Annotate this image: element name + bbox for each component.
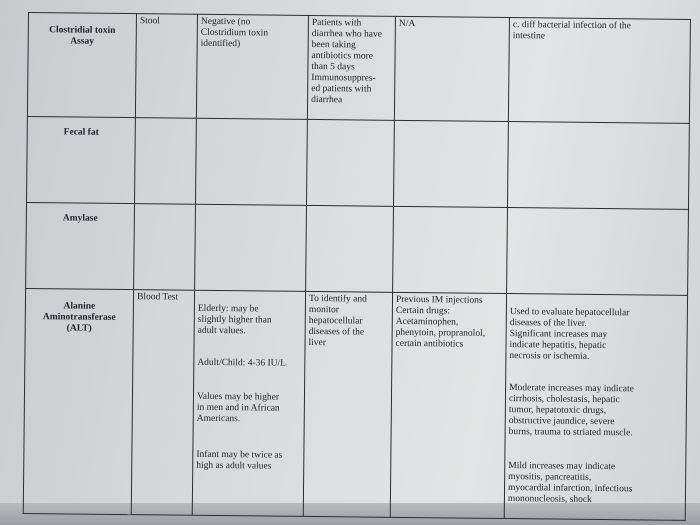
- lab-test-table: [23, 12, 691, 521]
- normal-value-elderly: Elderly: may be slightly higher than adult values.: [197, 303, 272, 337]
- interfering-factors-cell: [393, 120, 508, 207]
- significance-cell: [504, 294, 687, 521]
- table-row-alt: [23, 288, 687, 520]
- table-row-amylase: [26, 202, 689, 295]
- normal-value-men-african-americans: Values may be higher in men and in African Americans.: [196, 391, 280, 425]
- interfering-factors-cell: Previous IM injections Certain drugs: Acetaminophen, phenytoin, propranolol, certain antibiotics: [390, 292, 506, 518]
- indications-cell: Patients with diarrhea who have been taking antibiotics more than 5 days Immunosuppres- ed patients with diarrhea: [307, 15, 395, 120]
- normal-values-cell: [195, 118, 307, 205]
- significance-cell: [507, 122, 689, 210]
- interfering-factors-cell: [393, 206, 508, 293]
- specimen-cell: Stool: [135, 14, 197, 119]
- normal-value-infant: Infant may be twice as high as adult values: [196, 449, 283, 472]
- significance-cell: [507, 208, 689, 296]
- test-name-cell: Fecal fat: [27, 116, 136, 203]
- table-row-fecal-fat: [27, 116, 690, 209]
- significance-cell: c. diff bacterial infection of the intestine: [508, 18, 690, 124]
- test-name-cell: Amylase: [26, 202, 135, 289]
- specimen-cell: [134, 204, 196, 291]
- indications-cell: To identify and monitor hepatocellular diseases of the liver: [303, 291, 392, 517]
- interfering-factors-cell: N/A: [394, 16, 509, 121]
- test-name-cell: Alanine Aminotransferase (ALT): [23, 288, 133, 514]
- normal-values-cell: [192, 290, 305, 516]
- normal-values-cell: Negative (no Clostridium toxin identified): [196, 14, 308, 119]
- indications-cell: [306, 119, 394, 206]
- specimen-cell: Blood Test: [131, 290, 194, 516]
- indications-cell: [306, 205, 394, 292]
- normal-values-cell: [195, 204, 307, 291]
- specimen-cell: [134, 118, 196, 205]
- normal-value-adult-child: Adult/Child: 4-36 IU/L: [197, 357, 287, 369]
- significance-significant: Used to evaluate hepatocellular diseases of the liver. Significant increases may indicate hepatitis, hepatic necrosis or ischemia.: [509, 307, 630, 362]
- significance-moderate: Moderate increases may indicate cirrhosis, cholestasis, hepatic tumor, hepatotoxic drugs, obstructive jaundice, severe burns, trauma to striated muscle.: [508, 383, 634, 439]
- table-row-clostridial: [27, 13, 690, 124]
- significance-mild: Mild increases may indicate myositis, pancreatitis, myocardial infarction, infectious mononucleosis, shock: [507, 461, 633, 505]
- test-name-cell: Clostridial toxin Assay: [27, 13, 136, 118]
